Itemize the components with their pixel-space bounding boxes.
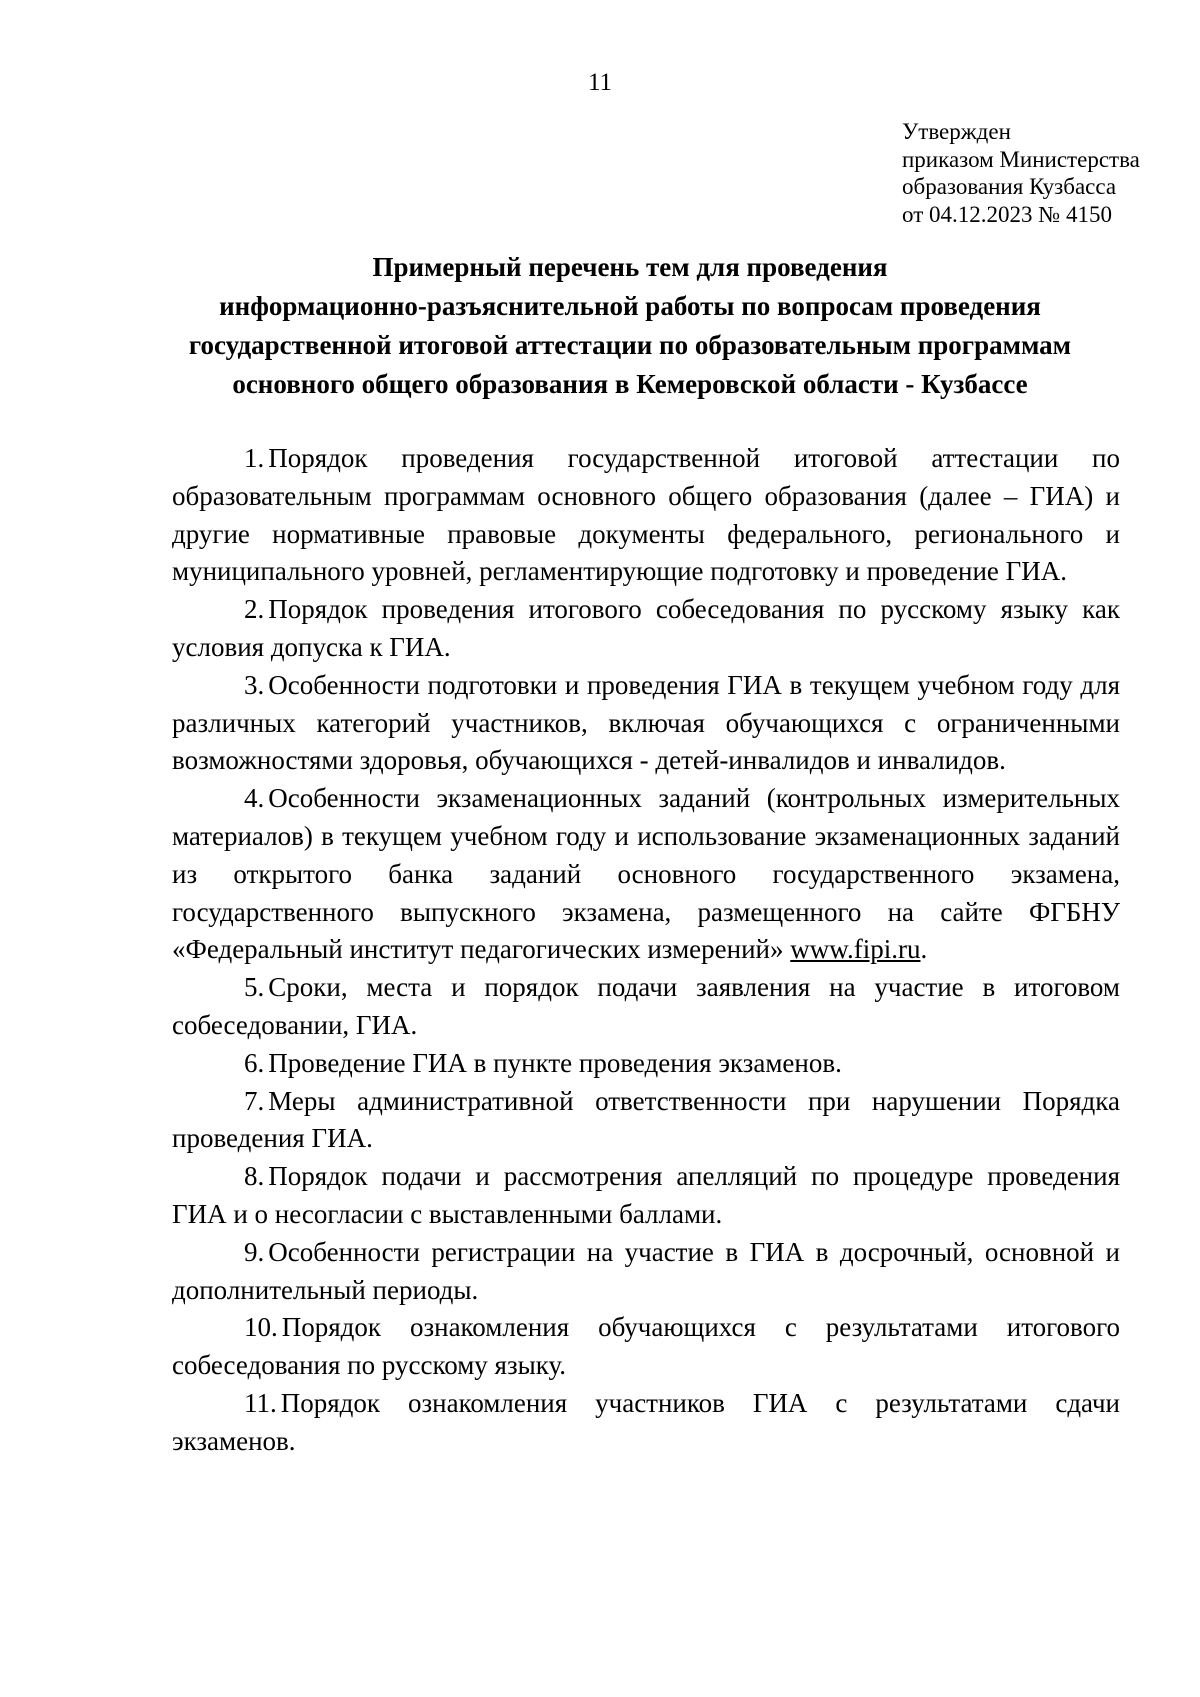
page-number: 11 [587, 69, 613, 96]
item-text: Порядок проведения государственной итоговой аттестации по образовательным программам основного общего образования (далее – ГИА) и другие нормативные правовые документы федерального, регионального и муниципального уровней, регламентирующие подготовку и проведение ГИА. [172, 443, 1120, 587]
approval-line-4: от 04.12.2023 № 4150 [902, 201, 1112, 227]
title-line-4: основного общего образования в Кемеровской области - Кузбассе [232, 369, 1028, 399]
item-text: Меры административной ответственности при нарушении Порядка проведения ГИА. [172, 1085, 1120, 1154]
list-item [172, 591, 1120, 667]
item-number: 9. [244, 1236, 265, 1267]
item-text-end: . [920, 934, 928, 965]
approval-line-1: Утвержден [902, 119, 1011, 144]
item-text: Особенности экзаменационных заданий (контрольных измерительных материалов) в текущем учебном году и использование экзаменационных заданий из открытого банка заданий основного государственного экзамена, государственного выпускного экзамена, размещенного на сайте ФГБНУ «Федеральный институт педагогических измерений» [172, 783, 1120, 965]
item-number: 10. [244, 1312, 278, 1343]
item-text: Порядок подачи и рассмотрения апелляций по процедуре проведения ГИА и о несогласии с выставленными баллами. [172, 1161, 1120, 1229]
item-number: 3. [244, 669, 265, 700]
document-title [160, 248, 1100, 404]
item-text: Особенности регистрации на участие в ГИА в досрочный, основной и дополнительный периоды. [172, 1236, 1120, 1305]
title-line-3: государственной итоговой аттестации по образовательным программам [188, 330, 1072, 360]
item-text: Порядок ознакомления обучающихся с результатами итогового собеседования по русскому языку. [172, 1312, 1120, 1381]
item-number: 6. [244, 1047, 265, 1078]
list-item [172, 1234, 1120, 1310]
item-text: Особенности подготовки и проведения ГИА в текущем учебном году для различных категорий участников, включая обучающихся с ограниченными возможностями здоровья, обучающихся - детей-инвалидов и инвалидов. [172, 669, 1120, 776]
approval-stamp-block [902, 118, 1140, 228]
list-item [172, 1045, 1120, 1083]
title-line-1: Примерный перечень тем для проведения [372, 252, 888, 282]
item-text: Проведение ГИА в пункте проведения экзаменов. [268, 1047, 842, 1078]
item-number: 8. [244, 1161, 265, 1192]
list-item [172, 1385, 1120, 1461]
topics-list [172, 440, 1120, 1461]
list-item [172, 1309, 1120, 1385]
list-item [172, 667, 1120, 780]
item-number: 4. [244, 783, 265, 814]
approval-line-3: образования Кузбасса [902, 174, 1117, 199]
fipi-link[interactable]: www.fipi.ru [790, 934, 921, 965]
item-text: Порядок проведения итогового собеседования по русскому языку как условия допуска к ГИА. [172, 594, 1120, 662]
title-line-2: информационно-разъяснительной работы по вопросам проведения [219, 291, 1041, 321]
approval-line-2: приказом Министерства [902, 146, 1140, 172]
item-text: Сроки, места и порядок подачи заявления на участие в итоговом собеседовании, ГИА. [172, 972, 1120, 1040]
item-number: 2. [244, 594, 265, 625]
list-item [172, 440, 1120, 591]
item-number: 1. [244, 443, 265, 473]
list-item [172, 780, 1120, 969]
item-number: 11. [244, 1387, 277, 1418]
item-number: 7. [244, 1085, 265, 1116]
item-text: Порядок ознакомления участников ГИА с результатами сдачи экзаменов. [172, 1387, 1120, 1456]
item-number: 5. [244, 972, 265, 1003]
list-item [172, 1158, 1120, 1234]
list-item [172, 1083, 1120, 1159]
list-item [172, 969, 1120, 1045]
